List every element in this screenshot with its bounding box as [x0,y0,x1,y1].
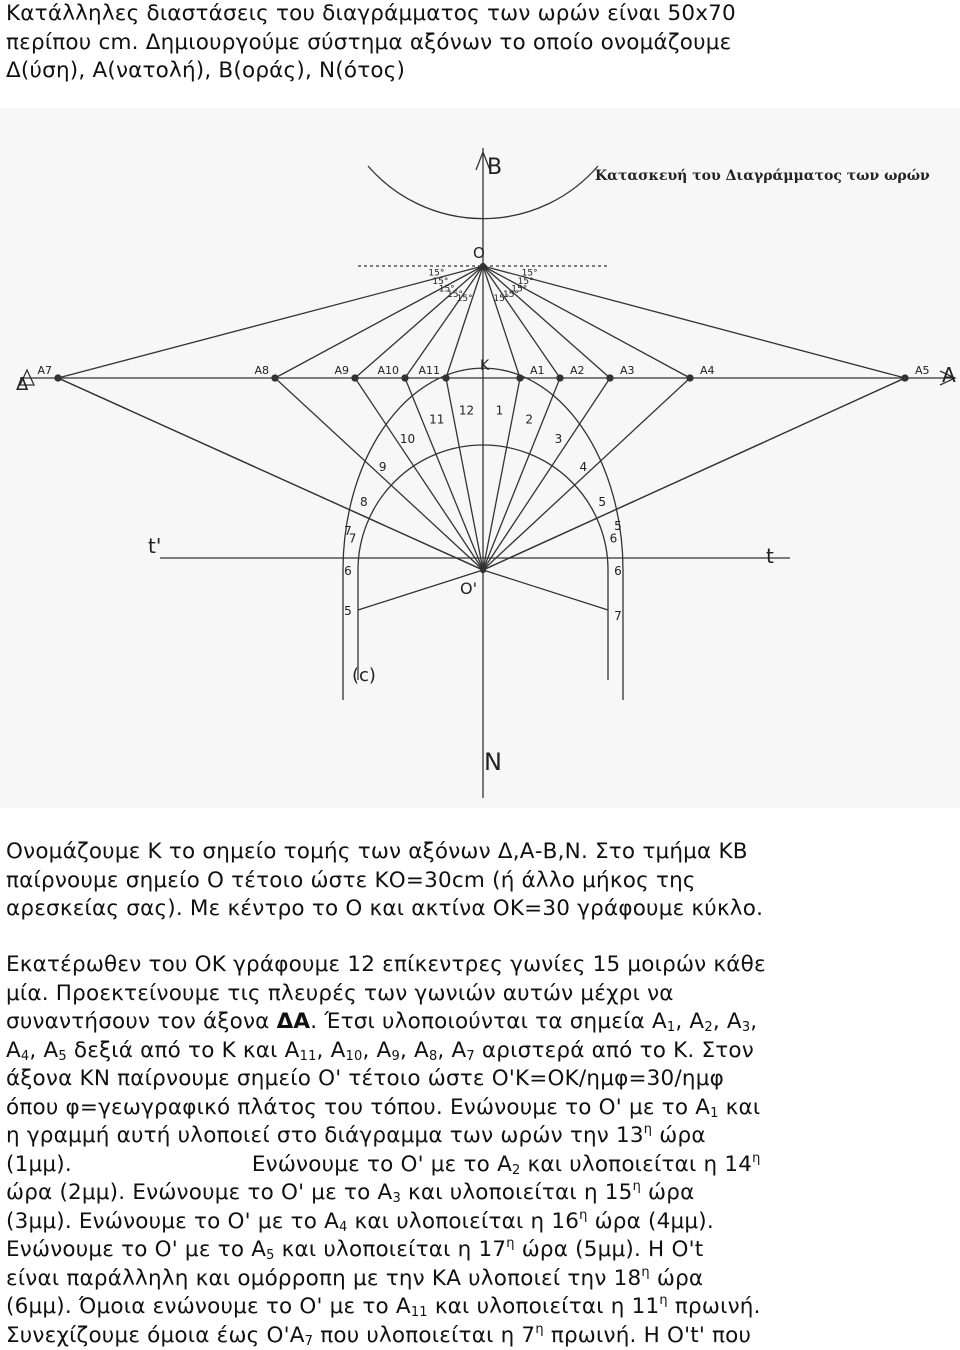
point-right-label: A4 [700,364,715,377]
label-west: Δ [16,374,29,395]
paragraph-line: άξονα ΚΝ παίρνουμε σημείο Ο' τέτοιο ώστε Ο'Κ=ΟΚ/ημφ=30/ημφ [6,1065,954,1094]
superscript: η [752,1151,760,1166]
paragraph-line [6,1008,954,1037]
paragraph-line [6,1293,954,1322]
dial-hour-number: 12 [459,403,474,417]
point-left-label: A9 [334,364,349,377]
text-run: , Α [317,1038,346,1063]
point-right-label: A2 [570,364,585,377]
text-run: πρωινή. Η Ο't' που [544,1323,751,1348]
dial-hour-number: 8 [360,495,368,509]
point-right-label: A5 [915,364,930,377]
text-run: , Α [362,1038,391,1063]
angle-label-left: 15° [428,268,444,278]
label-south: N [484,748,502,776]
angle-label-right: 15° [511,284,527,294]
dial-hour-number: 6 [610,532,618,546]
subscript: 5 [266,1248,274,1263]
paragraph-line: Ονομάζουμε Κ το σημείο τομής των αξόνων Δ,Α-Β,Ν. Στο τμήμα ΚΒ [6,838,954,867]
text-run: (6μμ). Όμοια ενώνουμε το Ο' με το Α [6,1294,411,1319]
paragraph-line [6,1322,954,1350]
subscript: 11 [411,1305,428,1320]
text-run: δεξιά από το Κ και Α [67,1038,300,1063]
point-right-label: A3 [620,364,635,377]
point-left-label: A10 [377,364,399,377]
superscript: η [633,1179,641,1194]
text-run: είναι παράλληλη και ομόρροπη με την ΚΑ υλοποιεί την 18 [6,1266,641,1291]
text-run: Ενώνουμε το Ο' με το Α [252,1152,512,1177]
paragraph-line [6,1151,954,1180]
paragraph-line [6,1236,954,1265]
angle-label-right: 15° [493,294,509,304]
text-run: , Α [437,1038,466,1063]
text-run: , Α [675,1009,704,1034]
paragraph-line [6,1094,954,1123]
text-run: , Α [713,1009,742,1034]
superscript: η [641,1265,649,1280]
label-t-prime: t' [148,534,161,558]
intro-line: περίπου cm. Δημιουργούμε σύστημα αξόνων το οποίο ονομάζουμε [6,29,954,58]
text-run: , Α [29,1038,58,1063]
label-o: O [473,244,485,262]
figure-background [0,108,960,808]
text-run: και υλοποιείται η 15 [401,1180,633,1205]
paragraph-line: αρεσκείας σας). Με κέντρο το Ο και ακτίνα ΟΚ=30 γράφουμε κύκλο. [6,895,954,924]
dial-hour-number: 5 [598,495,606,509]
angle-label-right: 15° [518,277,534,287]
text-run: ώρα [652,1123,705,1148]
paragraph-construction [6,838,954,924]
text-run: συναντήσουν τον άξονα [6,1009,277,1034]
angle-label-left: 15° [457,294,473,304]
subscript: 3 [742,1020,750,1035]
subscript: 7 [305,1334,313,1349]
text-run: και υλοποιείται η 17 [275,1237,507,1262]
point-left-label: A7 [37,364,52,377]
text-run: και υλοποιείται η 14 [520,1152,752,1177]
paragraph-angles [6,951,954,1350]
text-run: Α [6,1038,21,1063]
lower-hour-number-left: 7 [344,524,352,538]
subscript: 4 [21,1049,29,1064]
text-run: αριστερά από το Κ. Στον [475,1038,754,1063]
text-run: όπου φ=γεωγραφικό πλάτος του τόπου. Ενώνουμε το Ο' με το Α [6,1095,710,1120]
subscript: 8 [429,1049,437,1064]
point-right-label: A1 [530,364,545,377]
text-run: που υλοποιείται η 7 [313,1323,535,1348]
paragraph-line [6,1179,954,1208]
angle-label-right: 15° [522,268,538,278]
subscript: 1 [710,1106,718,1121]
lower-hour-number-left: 6 [344,564,352,578]
point-o-marker [481,264,486,269]
label-c: (c) [352,665,376,686]
text-run: και [719,1095,761,1120]
subscript: 10 [346,1049,363,1064]
text-run: . Έτσι υλοποιούνται τα σημεία Α [310,1009,667,1034]
hour-diagram-figure [0,108,960,808]
point-left-label: A8 [254,364,269,377]
dial-hour-number: 3 [555,432,563,446]
dial-hour-number: 9 [379,460,387,474]
intro-line: Κατάλληλες διαστάσεις του διαγράμματος των ωρών είναι 50x70 [6,0,954,29]
label-north: B [487,155,502,180]
text-run: ώρα (2μμ). Ενώνουμε το Ο' με το Α [6,1180,392,1205]
subscript: 5 [58,1049,66,1064]
text-run: Ενώνουμε το Ο' με το Α [6,1237,266,1262]
subscript: 2 [512,1163,520,1178]
text-run: και υλοποιείται η 11 [428,1294,660,1319]
superscript: η [506,1236,514,1251]
figure-title: Κατασκευή του Διαγράμματος των ωρών [595,168,930,184]
angle-label-left: 15° [447,290,463,300]
subscript: 9 [391,1049,399,1064]
superscript: η [644,1122,652,1137]
text-run: η γραμμή αυτή υλοποιεί στο διάγραμμα των ωρών την 13 [6,1123,644,1148]
intro-paragraph [6,0,954,86]
paragraph-line: Εκατέρωθεν του ΟΚ γράφουμε 12 επίκεντρες γωνίες 15 μοιρών κάθε [6,951,954,980]
text-run: και υλοποιείται η 16 [347,1209,579,1234]
text-run: , Α [400,1038,429,1063]
lower-hour-number-left: 5 [344,604,352,618]
angle-label-right: 15° [503,290,519,300]
label-o-prime: O' [460,579,477,598]
text-run: ώρα (5μμ). Η Ο't [515,1237,704,1262]
text-run: (1μμ). [6,1152,72,1177]
lower-hour-number-right: 6 [614,564,622,578]
angle-label-left: 15° [432,277,448,287]
point-left-label: A11 [418,364,440,377]
intro-line: Δ(ύση), Α(νατολή), Β(οράς), Ν(ότος) [6,57,954,86]
lower-hour-number-right: 5 [614,519,622,533]
dial-hour-number: 2 [525,413,533,427]
subscript: 4 [339,1220,347,1235]
dial-hour-number: 1 [496,403,504,417]
text-run: πρωινή. [668,1294,761,1319]
lower-hour-number-right: 7 [614,609,622,623]
paragraph-line: παίρνουμε σημείο Ο τέτοιο ώστε ΚΟ=30cm (ή άλλο μήκος της [6,867,954,896]
text-run: ώρα [650,1266,703,1291]
text-run-bold: ΔΑ [277,1009,311,1034]
label-east: A [942,363,956,387]
dial-hour-number: 7 [349,532,357,546]
angle-label-left: 15° [439,284,455,294]
subscript: 3 [392,1191,400,1206]
subscript: 11 [300,1049,317,1064]
text-run: ώρα (4μμ). [588,1209,714,1234]
point-o-prime-marker [481,568,486,573]
text-run: Συνεχίζουμε όμοια έως Ο'Α [6,1323,305,1348]
text-run: (3μμ). Ενώνουμε το Ο' με το Α [6,1209,339,1234]
paragraph-line: μία. Προεκτείνουμε τις πλευρές των γωνιών αυτών μέχρι να [6,980,954,1009]
label-k: K [480,358,490,374]
dial-hour-number: 10 [400,432,415,446]
text-run: ώρα [641,1180,694,1205]
hour-diagram-drawing [0,108,960,808]
paragraph-line [6,1208,954,1237]
superscript: η [579,1208,587,1223]
superscript: η [535,1322,543,1337]
superscript: η [659,1293,667,1308]
dial-hour-number: 11 [429,413,444,427]
dial-hour-number: 4 [580,460,588,474]
subscript: 1 [667,1020,675,1035]
label-t: t [766,544,774,568]
paragraph-line [6,1122,954,1151]
subscript: 7 [466,1049,474,1064]
subscript: 2 [704,1020,712,1035]
text-run: , [750,1009,757,1034]
paragraph-line [6,1265,954,1294]
paragraph-line [6,1037,954,1066]
